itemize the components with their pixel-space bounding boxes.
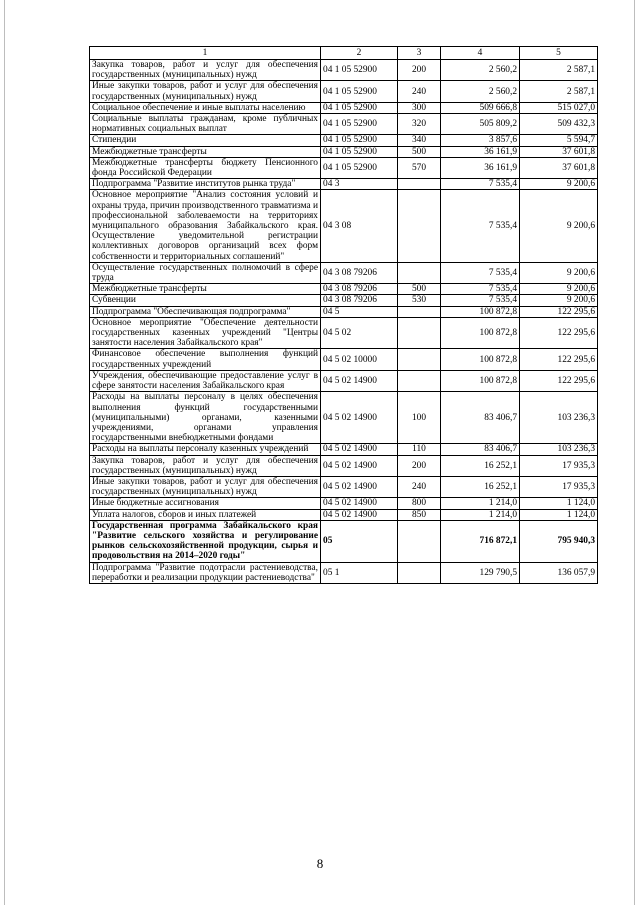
- row-amount-1: 16 252,1: [441, 455, 520, 476]
- row-name: Основное мероприятие "Обеспечение деятельности государственных казенных учреждений "Центры занятости населения Забайкальского края": [90, 317, 321, 349]
- row-name: Иные закупки товаров, работ и услуг для обеспечения государственных (муниципальных) нужд: [90, 476, 321, 497]
- table-row: [90, 262, 598, 283]
- row-code: 04 5 02 14900: [321, 370, 398, 391]
- row-code: 04 1 05 52900: [321, 60, 398, 81]
- row-amount-1: 7 535,4: [441, 179, 520, 190]
- row-amount-1: 509 666,8: [441, 102, 520, 113]
- row-code: 04 1 05 52900: [321, 146, 398, 157]
- row-name: Финансовое обеспечение выполнения функций государственных учреждений: [90, 349, 321, 370]
- row-expense-type: [398, 306, 441, 317]
- row-code: 04 3 08 79206: [321, 295, 398, 306]
- row-amount-2: 509 432,3: [520, 114, 598, 135]
- row-code: 04 3 08 79206: [321, 284, 398, 295]
- table-row: [90, 455, 598, 476]
- row-expense-type: 200: [398, 455, 441, 476]
- row-code: 05: [321, 520, 398, 562]
- table-row: [90, 284, 598, 295]
- table-row: [90, 392, 598, 444]
- row-amount-2: 9 200,6: [520, 190, 598, 262]
- row-amount-1: 100 872,8: [441, 370, 520, 391]
- row-amount-1: 716 872,1: [441, 520, 520, 562]
- column-header-name: 1: [90, 47, 321, 60]
- table-row: [90, 102, 598, 113]
- table-row: [90, 562, 598, 583]
- row-expense-type: [398, 190, 441, 262]
- table-row: [90, 520, 598, 562]
- row-amount-1: 7 535,4: [441, 284, 520, 295]
- row-amount-2: 9 200,6: [520, 179, 598, 190]
- row-expense-type: [398, 370, 441, 391]
- row-code: 04 5 02 14900: [321, 509, 398, 520]
- row-amount-2: 37 601,8: [520, 157, 598, 178]
- row-expense-type: [398, 262, 441, 283]
- table-row: [90, 146, 598, 157]
- row-expense-type: 500: [398, 284, 441, 295]
- table-row: [90, 60, 598, 81]
- row-amount-1: 36 161,9: [441, 157, 520, 178]
- row-name: Иные закупки товаров, работ и услуг для обеспечения государственных (муниципальных) нужд: [90, 81, 321, 102]
- row-name: Уплата налогов, сборов и иных платежей: [90, 509, 321, 520]
- row-amount-2: 795 940,3: [520, 520, 598, 562]
- scan-edge-left: [4, 0, 5, 905]
- row-name: Социальные выплаты гражданам, кроме публичных нормативных социальных выплат: [90, 114, 321, 135]
- row-code: 04 3: [321, 179, 398, 190]
- row-expense-type: 800: [398, 498, 441, 509]
- row-code: 04 1 05 52900: [321, 114, 398, 135]
- row-name: Расходы на выплаты персоналу в целях обеспечения выполнения функций государственными (муниципальными) органами, казенными учреждениями, органами управления государственными внебюджетными фондами: [90, 392, 321, 444]
- row-code: 04 3 08: [321, 190, 398, 262]
- table-row: [90, 190, 598, 262]
- table-header-row: [90, 47, 598, 60]
- row-expense-type: 320: [398, 114, 441, 135]
- row-amount-2: 9 200,6: [520, 262, 598, 283]
- table-row: [90, 476, 598, 497]
- row-name: Социальное обеспечение и иные выплаты населению: [90, 102, 321, 113]
- row-amount-2: 17 935,3: [520, 476, 598, 497]
- row-expense-type: [398, 562, 441, 583]
- table-body: [90, 60, 598, 584]
- row-amount-2: 2 587,1: [520, 60, 598, 81]
- table-row: [90, 349, 598, 370]
- column-header-code: 2: [321, 47, 398, 60]
- row-name: Межбюджетные трансферты: [90, 146, 321, 157]
- row-amount-1: 1 214,0: [441, 498, 520, 509]
- row-code: 04 1 05 52900: [321, 135, 398, 146]
- row-amount-2: 122 295,6: [520, 349, 598, 370]
- table-row: [90, 370, 598, 391]
- table-row: [90, 295, 598, 306]
- row-name: Субвенции: [90, 295, 321, 306]
- row-amount-1: 100 872,8: [441, 349, 520, 370]
- row-name: Закупка товаров, работ и услуг для обеспечения государственных (муниципальных) нужд: [90, 455, 321, 476]
- row-amount-2: 122 295,6: [520, 306, 598, 317]
- row-name: Осуществление государственных полномочий в сфере труда: [90, 262, 321, 283]
- table-row: [90, 498, 598, 509]
- row-amount-1: 505 809,2: [441, 114, 520, 135]
- row-amount-1: 7 535,4: [441, 190, 520, 262]
- row-expense-type: 300: [398, 102, 441, 113]
- row-amount-1: 3 857,6: [441, 135, 520, 146]
- row-code: 04 5 02 14900: [321, 498, 398, 509]
- row-amount-2: 1 124,0: [520, 509, 598, 520]
- row-name: Подпрограмма "Обеспечивающая подпрограмма": [90, 306, 321, 317]
- row-expense-type: [398, 520, 441, 562]
- row-amount-2: 2 587,1: [520, 81, 598, 102]
- row-name: Подпрограмма "Развитие подотрасли растениеводства, переработки и реализации продукции растениеводства": [90, 562, 321, 583]
- column-header-expense-type: 3: [398, 47, 441, 60]
- row-expense-type: 240: [398, 81, 441, 102]
- row-amount-1: 2 560,2: [441, 81, 520, 102]
- row-code: 04 5 02 14900: [321, 444, 398, 455]
- row-code: 04 5 02 14900: [321, 476, 398, 497]
- row-code: 05 1: [321, 562, 398, 583]
- row-expense-type: [398, 179, 441, 190]
- row-expense-type: 110: [398, 444, 441, 455]
- row-amount-1: 129 790,5: [441, 562, 520, 583]
- row-expense-type: 340: [398, 135, 441, 146]
- row-amount-2: 515 027,0: [520, 102, 598, 113]
- row-name: Иные бюджетные ассигнования: [90, 498, 321, 509]
- row-name: Межбюджетные трансферты: [90, 284, 321, 295]
- row-expense-type: 500: [398, 146, 441, 157]
- row-amount-1: 7 535,4: [441, 295, 520, 306]
- row-name: Закупка товаров, работ и услуг для обеспечения государственных (муниципальных) нужд: [90, 60, 321, 81]
- row-amount-2: 122 295,6: [520, 370, 598, 391]
- row-name: Подпрограмма "Развитие институтов рынка труда": [90, 179, 321, 190]
- row-code: 04 3 08 79206: [321, 262, 398, 283]
- row-amount-1: 2 560,2: [441, 60, 520, 81]
- table-row: [90, 114, 598, 135]
- row-amount-1: 83 406,7: [441, 392, 520, 444]
- table-row: [90, 444, 598, 455]
- table-row: [90, 317, 598, 349]
- row-code: 04 5 02 14900: [321, 392, 398, 444]
- row-amount-2: 103 236,3: [520, 444, 598, 455]
- row-name: Государственная программа Забайкальского края "Развитие сельского хозяйства и регулирование рынков сельскохозяйственной продукции, сырья и продовольствия на 2014–2020 годы": [90, 520, 321, 562]
- row-amount-2: 136 057,9: [520, 562, 598, 583]
- row-amount-2: 9 200,6: [520, 295, 598, 306]
- row-code: 04 5 02 14900: [321, 455, 398, 476]
- row-name: Межбюджетные трансферты бюджету Пенсионного фонда Российской Федерации: [90, 157, 321, 178]
- table-row: [90, 179, 598, 190]
- row-expense-type: 100: [398, 392, 441, 444]
- row-amount-1: 1 214,0: [441, 509, 520, 520]
- row-amount-1: 7 535,4: [441, 262, 520, 283]
- row-name: Расходы на выплаты персоналу казенных учреждений: [90, 444, 321, 455]
- row-expense-type: 570: [398, 157, 441, 178]
- table-row: [90, 135, 598, 146]
- page-number: 8: [316, 856, 324, 871]
- row-expense-type: [398, 349, 441, 370]
- row-amount-1: 36 161,9: [441, 146, 520, 157]
- row-name: Основное мероприятие "Анализ состояния условий и охраны труда, причин производственного травматизма и профессиональной заболеваемости на территориях муниципального образования Забайкальского края. Осуществление уведомительной регистрации коллективных договоров организаций всех форм собственности и территориальных соглашений": [90, 190, 321, 262]
- budget-table: [89, 46, 598, 584]
- row-name: Стипендии: [90, 135, 321, 146]
- row-expense-type: [398, 317, 441, 349]
- row-code: 04 1 05 52900: [321, 157, 398, 178]
- row-code: 04 1 05 52900: [321, 81, 398, 102]
- scan-edge-right: [634, 0, 635, 905]
- table-row: [90, 157, 598, 178]
- row-expense-type: 850: [398, 509, 441, 520]
- row-expense-type: 240: [398, 476, 441, 497]
- table-row: [90, 509, 598, 520]
- row-amount-2: 37 601,8: [520, 146, 598, 157]
- row-name: Учреждения, обеспечивающие предоставление услуг в сфере занятости населения Забайкальского края: [90, 370, 321, 391]
- row-code: 04 1 05 52900: [321, 102, 398, 113]
- row-code: 04 5 02: [321, 317, 398, 349]
- row-amount-1: 100 872,8: [441, 306, 520, 317]
- row-amount-1: 16 252,1: [441, 476, 520, 497]
- row-amount-2: 5 594,7: [520, 135, 598, 146]
- row-amount-2: 1 124,0: [520, 498, 598, 509]
- row-code: 04 5: [321, 306, 398, 317]
- row-amount-2: 103 236,3: [520, 392, 598, 444]
- row-amount-2: 122 295,6: [520, 317, 598, 349]
- row-amount-1: 83 406,7: [441, 444, 520, 455]
- row-amount-2: 17 935,3: [520, 455, 598, 476]
- table-row: [90, 81, 598, 102]
- column-header-amount-1: 4: [441, 47, 520, 60]
- row-amount-2: 9 200,6: [520, 284, 598, 295]
- column-header-amount-2: 5: [520, 47, 598, 60]
- row-amount-1: 100 872,8: [441, 317, 520, 349]
- row-code: 04 5 02 10000: [321, 349, 398, 370]
- row-expense-type: 530: [398, 295, 441, 306]
- table-row: [90, 306, 598, 317]
- row-expense-type: 200: [398, 60, 441, 81]
